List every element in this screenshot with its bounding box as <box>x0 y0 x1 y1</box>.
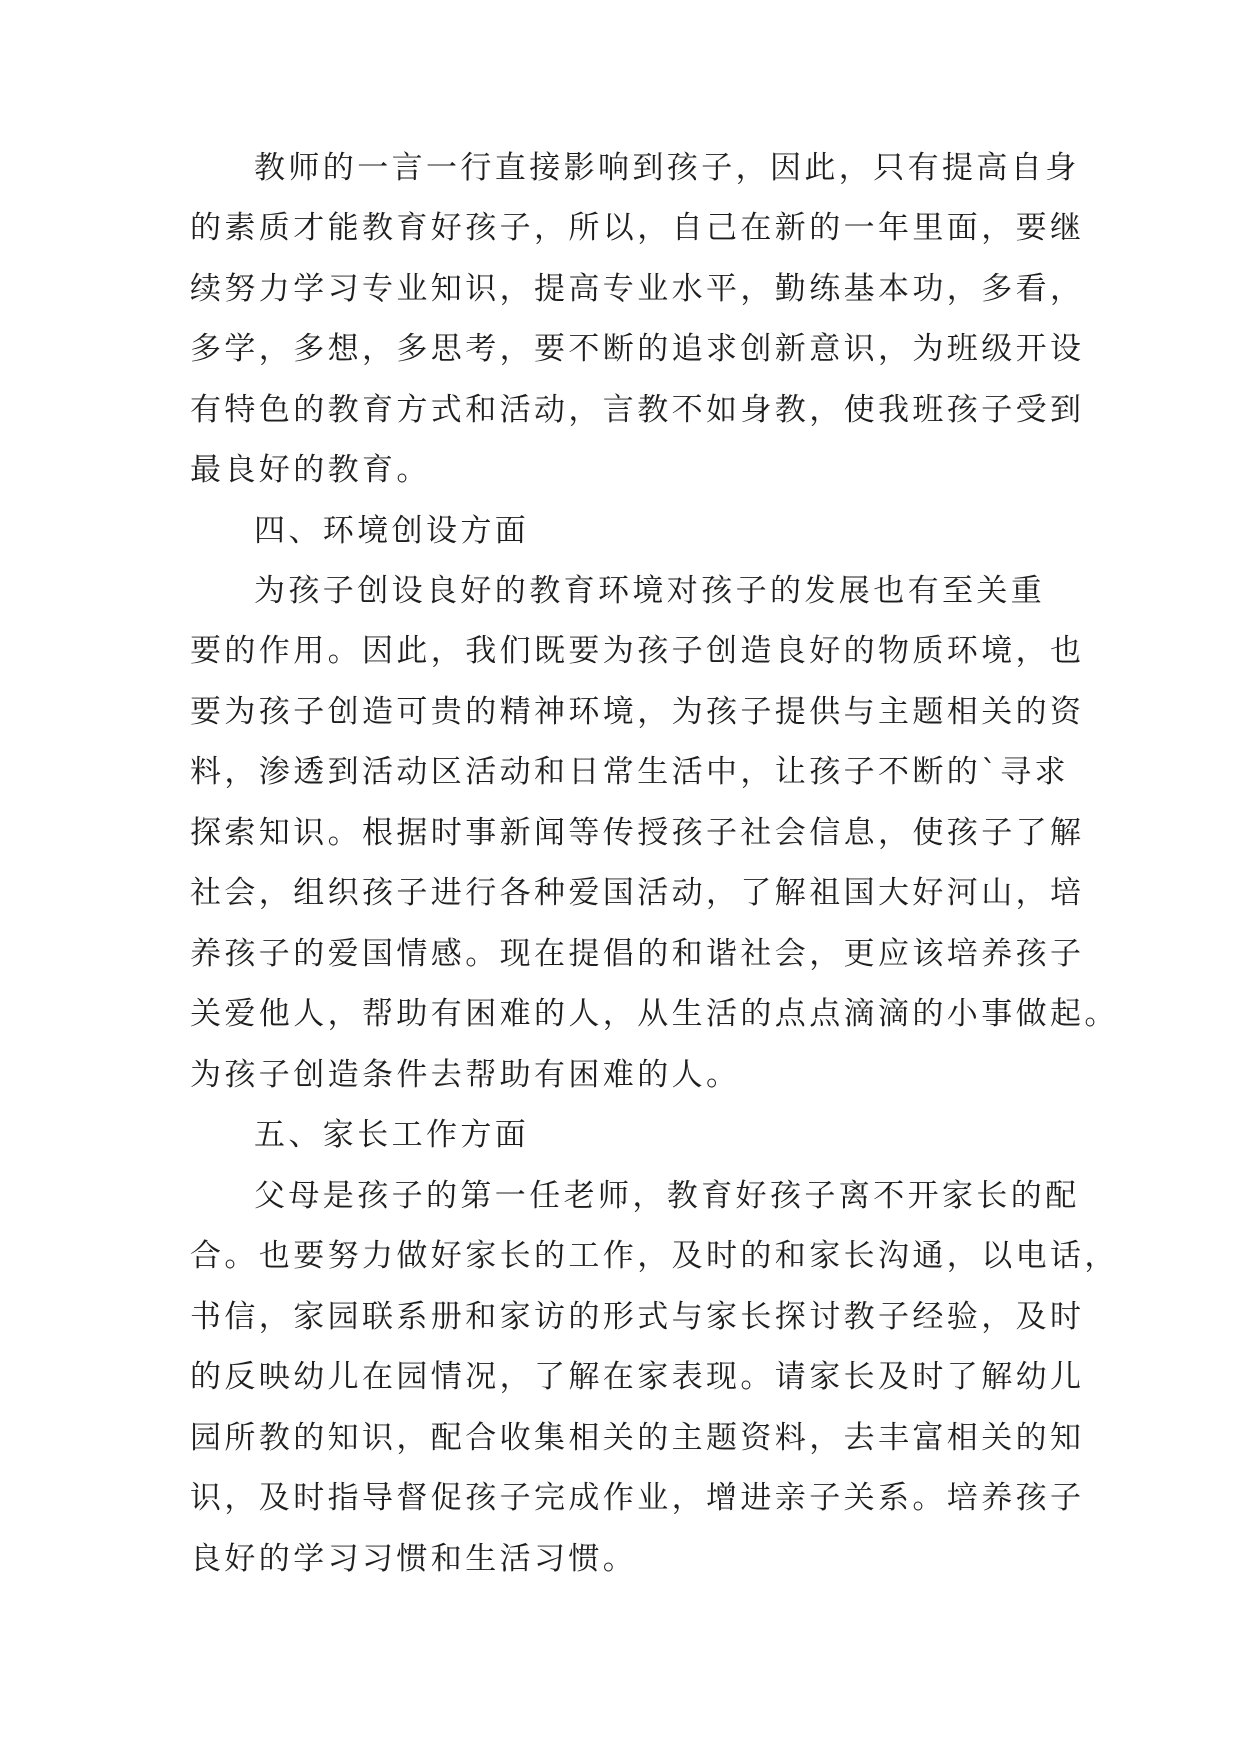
paragraph-line: 探索知识。根据时事新闻等传授孩子社会信息，使孩子了解 <box>190 815 1085 851</box>
paragraph-line: 的反映幼儿在园情况，了解在家表现。请家长及时了解幼儿 <box>190 1359 1085 1395</box>
paragraph-line: 要的作用。因此，我们既要为孩子创造良好的物质环境，也 <box>190 633 1085 669</box>
paragraph-line: 书信，家园联系册和家访的形式与家长探讨教子经验，及时 <box>190 1299 1085 1335</box>
paragraph-line: 料，渗透到活动区活动和日常生活中，让孩子不断的`寻求 <box>190 754 1069 790</box>
paragraph-line: 为孩子创造条件去帮助有困难的人。 <box>190 1057 741 1093</box>
paragraph-line: 要为孩子创造可贵的精神环境，为孩子提供与主题相关的资 <box>190 694 1085 730</box>
section-heading-environment: 四、环境创设方面 <box>254 513 530 549</box>
paragraph-line: 合。也要努力做好家长的工作，及时的和家长沟通，以电话， <box>190 1238 1119 1274</box>
paragraph-line: 教师的一言一行直接影响到孩子，因此，只有提高自身 <box>254 150 1080 186</box>
paragraph-line: 养孩子的爱国情感。现在提倡的和谐社会，更应该培养孩子 <box>190 936 1085 972</box>
paragraph-line: 识，及时指导督促孩子完成作业，增进亲子关系。培养孩子 <box>190 1480 1085 1516</box>
paragraph-line: 关爱他人，帮助有困难的人，从生活的点点滴滴的小事做起。 <box>190 996 1119 1032</box>
paragraph-line: 社会，组织孩子进行各种爱国活动，了解祖国大好河山，培 <box>190 875 1085 911</box>
paragraph-line: 父母是孩子的第一任老师，教育好孩子离不开家长的配 <box>254 1178 1080 1214</box>
paragraph-line: 最良好的教育。 <box>190 452 431 488</box>
paragraph-line: 园所教的知识，配合收集相关的主题资料，去丰富相关的知 <box>190 1420 1085 1456</box>
paragraph-line: 续努力学习专业知识，提高专业水平，勤练基本功，多看， <box>190 271 1085 307</box>
section-heading-parents: 五、家长工作方面 <box>254 1117 530 1153</box>
paragraph-line: 多学，多想，多思考，要不断的追求创新意识，为班级开设 <box>190 331 1085 367</box>
paragraph-line: 有特色的教育方式和活动，言教不如身教，使我班孩子受到 <box>190 392 1085 428</box>
paragraph-line: 为孩子创设良好的教育环境对孩子的发展也有至关重 <box>254 573 1046 609</box>
paragraph-line: 的素质才能教育好孩子，所以，自己在新的一年里面，要继 <box>190 210 1085 246</box>
paragraph-line: 良好的学习习惯和生活习惯。 <box>190 1541 638 1577</box>
